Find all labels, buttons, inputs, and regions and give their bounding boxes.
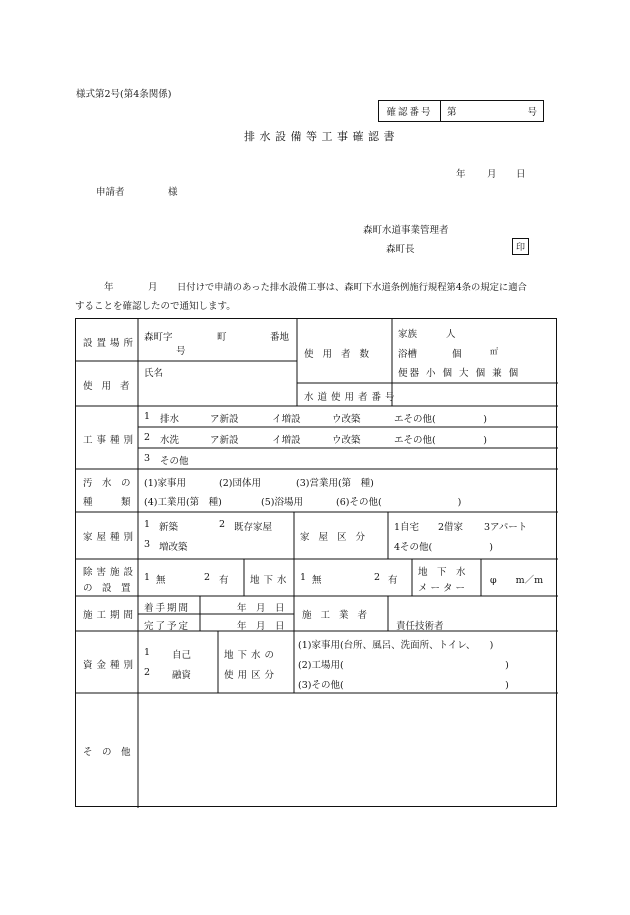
- confirmation-number-box: [378, 100, 544, 122]
- body-text-line2: することを確認したので通知します。: [75, 301, 236, 312]
- contractor-label: 施工業者: [302, 610, 377, 621]
- sewage-industrial: (4)工業用(第 種): [144, 497, 222, 508]
- period-end-date: 年 月 日: [237, 621, 285, 632]
- house-class-apartment: 3アパート: [484, 522, 528, 533]
- date-year: 年: [456, 169, 466, 180]
- removal-label-bottom: の 設 置: [83, 583, 131, 594]
- location-prefix: 森町字: [144, 332, 173, 343]
- users-count-label: 使用者数: [304, 349, 379, 360]
- groundwater-none-num: 1: [300, 572, 307, 583]
- work-type-1-num: 1: [144, 411, 151, 422]
- water-user-number-label: 水道使用者番号: [304, 392, 399, 403]
- confirmation-suffix: 号: [527, 107, 537, 118]
- application-form-table: [75, 318, 557, 807]
- work-type-1-rebuild: ウ改築: [332, 414, 361, 425]
- user-name-label: 氏名: [144, 368, 164, 379]
- house-existing-num: 2: [219, 519, 226, 530]
- sewage-bathhouse: (5)浴場用: [261, 497, 303, 508]
- house-type-label: 家屋種別: [83, 532, 138, 543]
- groundwater-use-other: (3)その他( ): [298, 680, 509, 691]
- other-label: そ の 他: [83, 747, 131, 758]
- confirmation-number-value[interactable]: [441, 101, 543, 121]
- meter-label-bottom: メーター: [418, 583, 469, 594]
- house-class-label: 家屋区分: [300, 532, 375, 543]
- fund-own-num: 1: [144, 647, 151, 658]
- applicant-label: 申請者: [96, 187, 125, 198]
- work-type-3-num: 3: [144, 453, 151, 464]
- work-type-2-extend: イ増設: [272, 435, 301, 446]
- sewage-business: (3)営業用(第 種): [296, 478, 374, 489]
- other-content-area[interactable]: [140, 695, 554, 805]
- applicant-honorific: 様: [168, 187, 178, 198]
- confirmation-number-label: 確認番号: [379, 101, 441, 121]
- sewage-group: (2)団体用: [219, 478, 261, 489]
- date-day: 日: [516, 169, 526, 180]
- work-type-2-other: エその他( ): [394, 435, 487, 446]
- house-renovate-num: 3: [144, 539, 151, 550]
- seal-mark: 印: [512, 238, 529, 255]
- removal-label-top: 除害施設: [83, 567, 138, 578]
- work-type-label: 工事種別: [83, 435, 138, 446]
- meter-label-top: 地 下 水: [418, 567, 466, 578]
- body-text-line1: 日付けで申請のあった排水設備工事は、森町下水道条例施行規程第4条の規定に適合: [177, 282, 527, 293]
- document-title: 排水設備等工事確認書: [244, 130, 399, 143]
- fund-label: 資金種別: [83, 660, 138, 671]
- bath-label: 浴槽: [398, 349, 418, 360]
- period-end-label: 完了予定: [144, 621, 191, 632]
- meter-value: φ m／m: [490, 575, 544, 586]
- sewage-type-label-top: 汚 水 の: [83, 478, 131, 489]
- fund-loan-num: 2: [144, 667, 151, 678]
- house-new-num: 1: [144, 519, 151, 530]
- house-class-rent: 2借家: [438, 522, 464, 533]
- fund-loan: 融資: [172, 670, 192, 681]
- work-type-2-num: 2: [144, 432, 151, 443]
- groundwater-yes-num: 2: [374, 572, 381, 583]
- removal-none-num: 1: [144, 572, 151, 583]
- removal-yes: 有: [219, 575, 229, 586]
- work-type-1-new: ア新設: [210, 414, 239, 425]
- location-label: 設置場所: [83, 338, 138, 349]
- sewage-other: (6)その他( ): [336, 497, 462, 508]
- issuer-org: 森町水道事業管理者: [363, 225, 449, 236]
- location-cho: 町: [217, 332, 227, 343]
- groundwater-use-label-top: 地下水の: [224, 650, 279, 661]
- work-type-2-new: ア新設: [210, 435, 239, 446]
- family-label: 家族: [398, 329, 418, 340]
- sewage-type-label-bottom: 種 類: [83, 497, 131, 508]
- period-label: 施工期間: [83, 610, 138, 621]
- contractor-engineer: 責任技術者: [396, 621, 444, 632]
- fund-own: 自己: [172, 650, 192, 661]
- form-number: 様式第2号(第4条関係): [76, 89, 172, 100]
- house-class-other: 4その他( ): [394, 542, 493, 553]
- period-start-date: 年 月 日: [237, 603, 285, 614]
- issuer-name: 森町長: [386, 244, 415, 255]
- groundwater-yes: 有: [388, 575, 398, 586]
- confirmation-prefix: 第: [447, 107, 457, 118]
- location-banchi: 番地: [270, 332, 290, 343]
- house-existing: 既存家屋: [234, 522, 273, 533]
- work-type-1-other: エその他( ): [394, 414, 487, 425]
- groundwater-use-factory: (2)工場用( ): [298, 660, 509, 671]
- groundwater-label: 地下水: [250, 575, 291, 586]
- sewage-domestic: (1)家事用: [144, 478, 186, 489]
- groundwater-none: 無: [312, 575, 322, 586]
- house-renovate: 増改築: [159, 542, 188, 553]
- body-month: 月: [148, 282, 158, 293]
- family-unit: 人: [446, 329, 456, 340]
- removal-yes-num: 2: [204, 572, 211, 583]
- work-type-3-name: その他: [160, 456, 189, 467]
- work-type-2-name: 水洗: [160, 435, 180, 446]
- house-new: 新築: [159, 522, 179, 533]
- work-type-2-rebuild: ウ改築: [332, 435, 361, 446]
- bath-unit: 個: [452, 349, 462, 360]
- body-year: 年: [104, 282, 114, 293]
- groundwater-use-domestic: (1)家事用(台所、風呂、洗面所、トイレ、 ): [298, 640, 494, 651]
- bath-area-unit: ㎡: [490, 347, 498, 356]
- period-start-label: 着手期間: [144, 603, 191, 614]
- user-label: 使用者: [83, 381, 139, 392]
- date-month: 月: [487, 169, 497, 180]
- work-type-1-extend: イ増設: [272, 414, 301, 425]
- house-class-own: 1自宅: [394, 522, 420, 533]
- work-type-1-name: 排水: [160, 414, 180, 425]
- removal-none: 無: [156, 575, 166, 586]
- location-go: 号: [176, 346, 186, 357]
- toilet-counts: 便器 小 個 大 個 兼 個: [398, 368, 521, 379]
- groundwater-use-label-bottom: 使用区分: [224, 670, 279, 681]
